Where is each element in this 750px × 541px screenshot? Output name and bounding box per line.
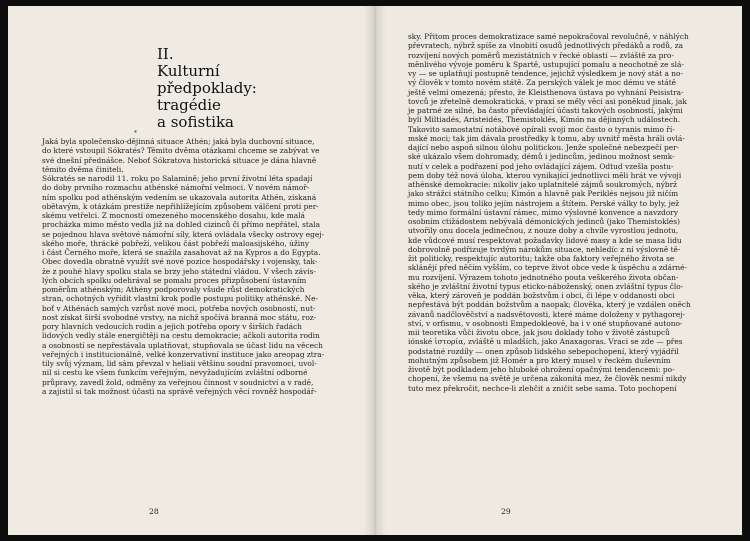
text-line: věka, který zároveň je poddán božstvům i obci, či lépe v oddanosti obci bbox=[408, 291, 675, 300]
text-line: pory hlavních vedoucích rodin a jejich potřeba opory v širších řadách bbox=[42, 322, 302, 331]
text-line: lých obcích spolku odehrával se pomalu proces přizpůsobení ústavním bbox=[42, 275, 307, 285]
page-number-left: 28 bbox=[149, 507, 159, 516]
left-body-text bbox=[42, 137, 340, 396]
text-line: ním spolku pod athénským vedením se ukazovala autorita Athén, získaná bbox=[42, 192, 317, 202]
text-line: procházka mimo město vedla již na dohled cizinců či přímo nepřátel, stala bbox=[42, 220, 321, 230]
text-line: tovců je zřetelně demokratická, v praxi se měly věci asi poněkud jinak, jak bbox=[408, 96, 687, 106]
text-line: athénské demokracie: nikoliv jako uplatnitelé zájmů soukromých, nýbrž bbox=[408, 180, 678, 189]
text-line: boť v Athénách samých vzrůst nové moci, potřeba nových osobností, nut- bbox=[42, 303, 316, 313]
text-line: osobním ctižádostem nebývalá démonických jedinců (jako Themistoklés) bbox=[408, 217, 680, 226]
chapter-heading bbox=[157, 46, 307, 131]
text-line: ské ukázalo všem dohromady, démů i jedincům, jedinou možnost semk- bbox=[408, 152, 675, 162]
text-line: vý člověk v tomto novém státě. Za perských válek je moc dému ve státě bbox=[408, 78, 677, 88]
text-line: veřejných i institucionálně, velké konzervativní instituce jako areopag ztra- bbox=[42, 349, 325, 359]
text-line: utvořily onu docela jedinečnou, z nouze doby a chvíle vyrostlou jednotu, bbox=[408, 226, 679, 236]
text-line: podstatné rozdíly — onen způsob lidského sebepochopení, který vyjádřil bbox=[408, 346, 679, 356]
text-line: Obec dovedla obratně využít své nové pozice hospodářsky i vojensky, tak- bbox=[42, 257, 318, 267]
text-line: poměrům athénským; Athény podporovaly všude růst demokratických bbox=[42, 285, 305, 294]
text-line: a osobností se nepřestávala uplatňovat, stupňovala se účast lidu na věcech bbox=[42, 340, 323, 350]
text-line: jako strážci státního celku; Kimón a hlavně pak Periklés nejsou již ničím bbox=[408, 189, 679, 199]
text-line: ještě velmi omezená; přesto, že Kleisthenova ústava po vyhnání Peisistra- bbox=[408, 87, 684, 97]
chapter-number: II. bbox=[157, 45, 174, 63]
left-page bbox=[8, 6, 374, 535]
text-line: sklánějí před něčím vyšším, co teprve život obce vede k úspěchu a zdárné- bbox=[408, 263, 688, 273]
text-line: iónské ἱστορία, zvláště u mladších, jako Anaxagoras. Vraci se zde — přes bbox=[408, 337, 683, 347]
text-line: mu rozvíjení. Výrazem tohoto jednotného pouta veškerého života občan- bbox=[408, 272, 679, 282]
text-line: rozvíjení nových poměrů mezistátních v řecké oblasti — zvláště za pro- bbox=[408, 50, 674, 60]
text-line: dající nebo aspoň silnou úlohu politickou. Jenže společné nebezpečí per- bbox=[408, 143, 680, 152]
text-line: pem doby též nová úloha, kterou vynikající jednotlivci měli hrát ve vývoji bbox=[408, 170, 682, 180]
text-line: lidových vedly stále energičtěji na cestu demokracie; ačkoli autorita rodin bbox=[42, 331, 320, 341]
text-line: závanů nadčlověčství a nadsvětovosti, které máme doloženy v pythagorej- bbox=[408, 309, 686, 319]
text-line: nutí v celek a podřazení pod jeho ovládající zájem. Odtud vzešla postu- bbox=[408, 161, 674, 171]
book-gutter bbox=[364, 6, 386, 535]
text-line: do které vstoupil Sókratés? Těmito dvěma otázkami chceme se zabývat ve bbox=[42, 146, 320, 156]
text-line: že z pouhé hlavy spolku stala se brzy jeho státední vládou. V všech závis- bbox=[42, 266, 316, 276]
ornament-mark: * bbox=[134, 130, 137, 137]
text-line: kde vůdcové musí respektovat požadavky lidové masy a kde se masa lidu bbox=[408, 235, 682, 245]
text-line: a zajistil si tak možnost účasti na správě veřejných věcí rovněž hospodář- bbox=[42, 386, 317, 396]
text-line: nil si cestu ke všem funkcím veřejným, nevyžadujícím zvláštní odborné bbox=[42, 368, 308, 378]
chapter-title-line: tragédie bbox=[157, 96, 221, 114]
text-line: ství, v orfismu, v osobnosti Empedokleově, ba i v oné stupňované autono- bbox=[408, 318, 683, 328]
text-line: měnlivého vývoje poměru k Spartě, ustupující pomalu a neochotně ze slá- bbox=[408, 59, 684, 69]
text-line: stran, ochotných vyřídit vlastní krok podle postupu politiky athénské. Ne- bbox=[42, 294, 318, 304]
page-number-right: 29 bbox=[501, 507, 511, 516]
text-line: mimo obec, jsou toliko jejím nástrojem a štítem. Perské války to byly, jež bbox=[408, 198, 680, 208]
text-line: vy — se uplatňují postupně tendence, jejichž výsledkem je nový stát a no- bbox=[408, 69, 683, 78]
text-line: své dnešní přednášce. Neboť Sókratova historická situace je dána hlavně bbox=[42, 155, 317, 165]
text-line: nost získat širší svobodné vrstvy, na nichž spočívá branná moc státu, roz- bbox=[42, 312, 317, 322]
text-line: těmito dvěma činiteli. bbox=[42, 164, 124, 174]
text-line: žit politicky, respektujíc autoritu; takže oba faktory veřejného života se bbox=[408, 254, 675, 263]
text-line: sky. Přitom proces demokratizace samé nepokračoval revolučně, v náhlých bbox=[408, 32, 689, 41]
book-spread bbox=[8, 6, 742, 535]
text-line: skému vetřelci. Z mocností omezeného mocenského dosahu, kde malá bbox=[42, 211, 305, 220]
text-line: tedy mimo formální ústavní rámec, mimo výslovné konvence a navzdory bbox=[408, 207, 679, 217]
text-line: dobrovolně podřizuje tvrdým nárokům situace, nehledíc z ní výslovně tě- bbox=[408, 244, 681, 254]
text-line: ského je zvláštní životní typus eticko-náboženský, onen zvláštní typus člo- bbox=[408, 281, 684, 291]
text-line: ského moře, thrácké pobřeží, velikou část pobřeží maloasijského, úžiny bbox=[42, 238, 310, 248]
text-line: byli Miltiadés, Aristeidés, Themistoklés, Kimón na dějinných událostech. bbox=[408, 115, 681, 125]
chapter-title-line: a sofistika bbox=[157, 113, 234, 131]
text-line: je patrné ze silné, ba často převládající účasti takových osobností, jakými bbox=[408, 106, 683, 115]
text-line: převratech, nýbrž spíše za vlnobití osudů jednotlivých předáků a rodů, za bbox=[408, 41, 684, 51]
text-line: nepřestává být poddán božstvům a naopak; člověka, který je vzdálen oněch bbox=[408, 300, 691, 310]
text-line: mské moci; tak jim dávala prostředky k tomu, aby uvnitř města hráli ovlá- bbox=[408, 133, 685, 143]
chapter-title-line: Kulturní bbox=[157, 62, 220, 80]
text-line: mohutným způsobem již Homér a pro který musel v řeckém duševním bbox=[408, 355, 671, 365]
text-line: Sókratés se narodil 11. roku po Salamině; jeho první životní léta spadají bbox=[42, 174, 313, 183]
right-body-text bbox=[408, 32, 726, 393]
text-line: se pojednou hlava světové námořní síly, která ovládala všecky ostrovy egej- bbox=[42, 229, 324, 239]
right-page bbox=[374, 6, 742, 535]
chapter-title-line: předpoklady: bbox=[157, 79, 257, 97]
text-line: tuto mez překročit, nechce-li zlehčit a zničit sebe sama. Toto pochopení bbox=[408, 383, 677, 393]
text-line: do doby prvního rozmachu athénské námořní velmoci. V novém námoř- bbox=[42, 183, 310, 193]
text-line: obětavým, k otázkám prestiže nepřihlížejícím způsobem válčení proti per- bbox=[42, 201, 319, 211]
text-line: tily svůj význam, lid sám převzal v heliaii většinu soudní pravomoci, uvol- bbox=[42, 359, 317, 368]
text-line: i část Černého moře, která se snažila zasahovat až na Kypros a do Egypta. bbox=[42, 248, 321, 257]
text-line: průpravy, zavedl žold, odměny za veřejnou činnost v soudnictví a v radě, bbox=[42, 377, 314, 387]
text-line: mii teoretika vůči životu obce, jak jsou doklady toho v životě zástupců bbox=[408, 328, 670, 337]
text-line: Jaká byla společensko-dějinná situace Athén; jaká byla duchovní situace, bbox=[42, 137, 315, 146]
text-line: Takovito samostatní notábové opírali svoji moc často o tyranis mimo ří- bbox=[408, 124, 675, 134]
text-line: životě být podkladem jeho hluboké ohrožení opačnými tendencemi: po- bbox=[408, 365, 675, 374]
text-line: chopení, že všemu na světě je určena zákonitá mez, že člověk nesmí nikdy bbox=[408, 374, 687, 384]
